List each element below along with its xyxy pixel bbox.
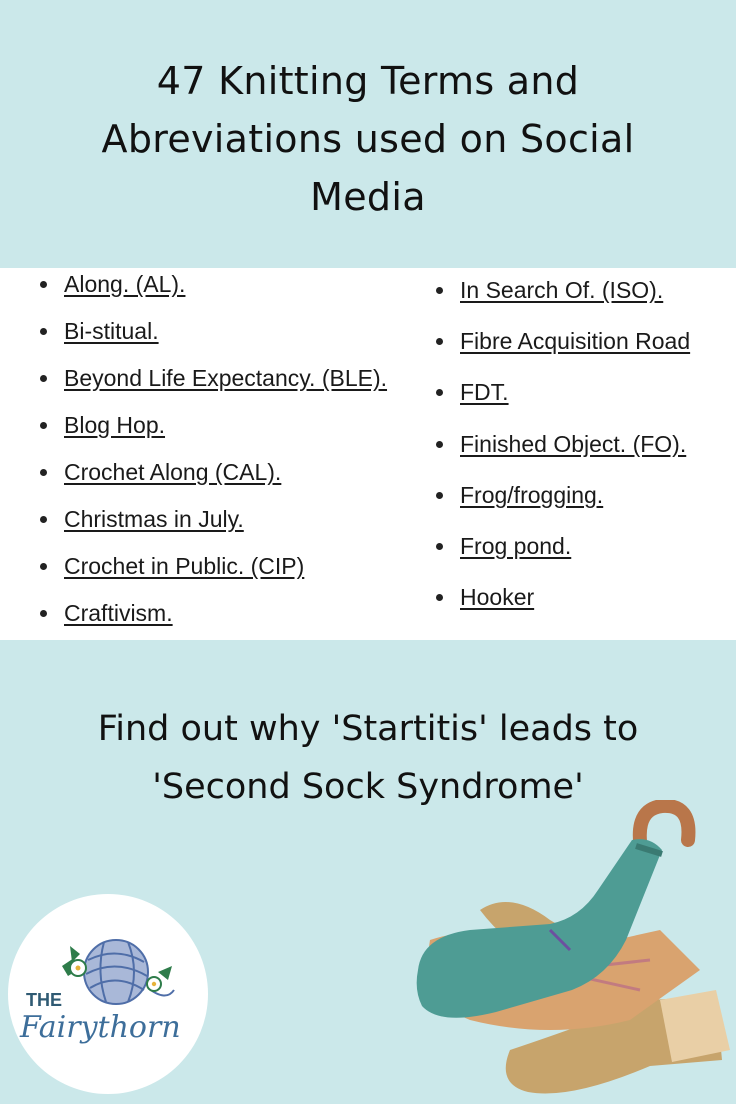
flower-icon [62,946,86,976]
socks-illustration [400,800,736,1104]
term-link[interactable]: Beyond Life Expectancy. (BLE). [64,365,388,391]
flower-icon [147,966,172,991]
term-link[interactable]: Crochet in Public. (CIP) [64,553,305,579]
list-item [436,376,690,427]
term-link[interactable]: FDT. [460,379,509,406]
list-item [40,268,387,315]
term-link[interactable]: Christmas in July. [64,506,244,532]
term-link[interactable]: Along. (AL). [64,271,186,297]
term-link[interactable]: Craftivism. [64,600,173,626]
term-link[interactable]: In Search Of. (ISO). [460,277,664,303]
list-item [40,597,387,640]
brand-logo [8,894,208,1094]
term-link[interactable]: Crochet Along (CAL). [64,459,282,485]
list-item [436,581,690,632]
list-item [436,325,690,376]
terms-list-left [40,268,387,640]
list-item [40,456,387,503]
logo-the-text: THE [26,990,62,1010]
header-banner [0,0,736,268]
term-link[interactable]: Fibre Acquisition Road [460,328,691,355]
term-link[interactable]: Frog/frogging. [460,481,604,508]
yarn-ball-icon [48,932,178,1012]
list-item [436,428,690,479]
term-link[interactable]: Frog pond. [460,532,572,559]
terms-list-panel [0,268,736,640]
list-item [40,315,387,362]
list-item [40,409,387,456]
list-item [436,274,690,325]
term-link[interactable]: Blog Hop. [64,412,166,438]
list-item [40,503,387,550]
term-link[interactable]: Hooker [460,584,535,611]
term-link[interactable]: Finished Object. (FO). [460,430,687,457]
list-item [40,550,387,597]
list-item [40,362,387,409]
list-item [436,530,690,581]
page-title: 47 Knitting Terms and Abreviations used on Social Media [101,59,635,219]
logo-name-text: Fairythorn [20,1010,181,1045]
terms-list-right [436,274,690,632]
tagline: Find out why 'Startitis' leads to 'Second Sock Syndrome' [97,709,639,807]
promo-section [0,640,736,1104]
list-item [436,479,690,530]
term-link[interactable]: Bi-stitual. [64,318,159,344]
